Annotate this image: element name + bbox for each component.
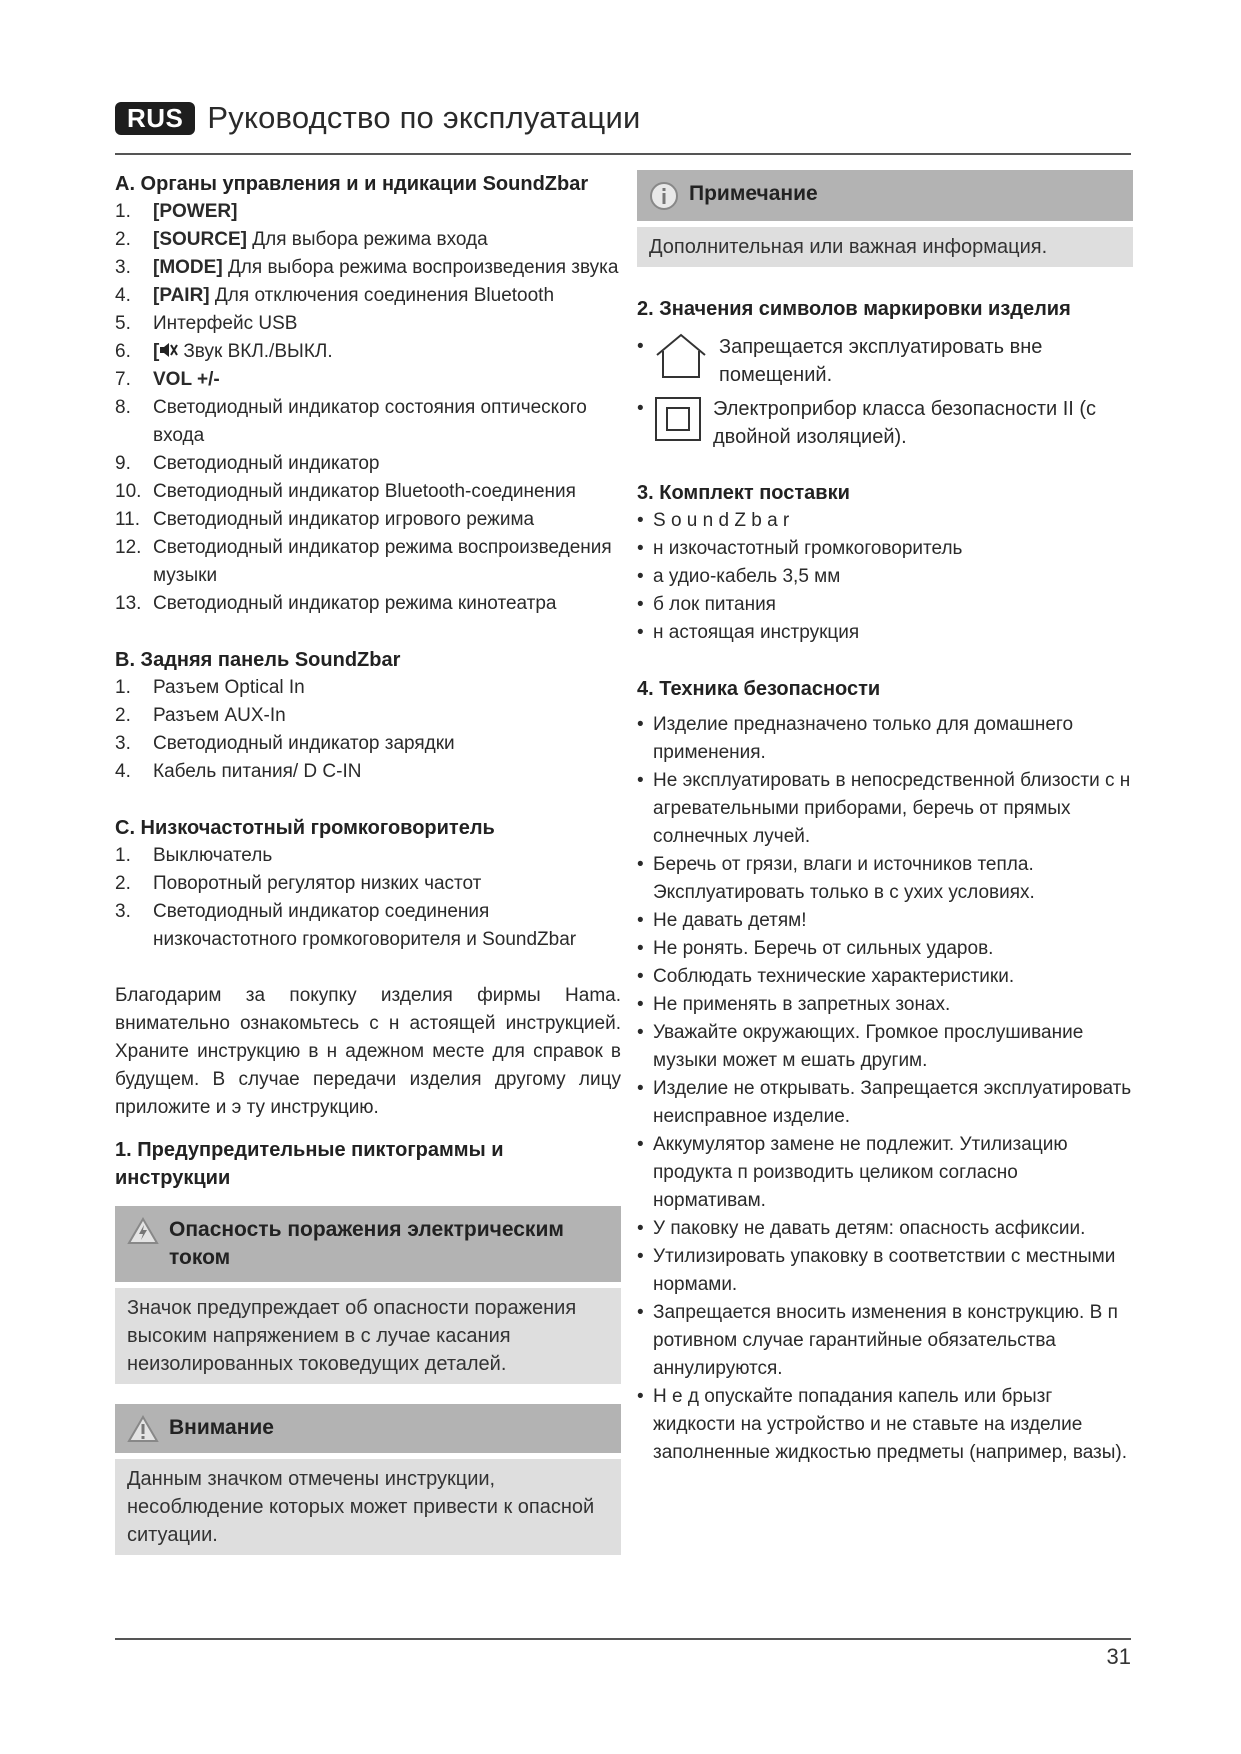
section-1-title: 1. Предупредительные пиктограммы и инструкции	[115, 1139, 504, 1189]
section-4-title: 4. Техника безопасности	[637, 678, 881, 700]
list-item: • Н е д опускайте попадания капель или брызг жидкости на устройство и не ставьте на изделие заполненные жидкостью предметы (например, вазы).	[637, 1383, 1133, 1467]
danger-box-header	[115, 1206, 621, 1282]
language-badge: RUS	[115, 102, 195, 135]
list-item: • Изделие не открывать. Запрещается эксплуатировать неисправное изделие.	[637, 1075, 1133, 1131]
list-item: • S o u n d Z b a r	[637, 507, 1133, 535]
symbol-text: Запрещается эксплуатировать вне помещений.	[719, 336, 1043, 386]
document-title: Руководство по эксплуатации	[207, 100, 641, 135]
header-rule	[115, 153, 1131, 155]
list-item: 2. Поворотный регулятор низких частот	[115, 873, 482, 894]
list-item: 10. Светодиодный индикатор Bluetooth-соединения	[115, 481, 576, 502]
danger-box	[115, 1206, 621, 1384]
attention-box-body: Данным значком отмечены инструкции, несоблюдение которых может привести к опасной ситуации.	[115, 1459, 621, 1555]
section-c-list	[115, 842, 621, 954]
list-item: 13. Светодиодный индикатор режима кинотеатра	[115, 593, 557, 614]
list-item: • н изкочастотный громкоговоритель	[637, 535, 1133, 563]
list-item: 12. Светодиодный индикатор режима воспроизведения музыки	[115, 537, 612, 586]
page-header	[115, 98, 641, 138]
list-item: • Запрещается вносить изменения в конструкцию. В п ротивном случае гарантийные обязательства аннулируются.	[637, 1299, 1133, 1383]
list-item: 3. Светодиодный индикатор соединения низкочастотного громкоговорителя и SoundZbar	[115, 901, 577, 950]
symbol-text: Электроприбор класса безопасности II (с двойной изоляцией).	[713, 398, 1097, 448]
list-item: 1. Разъем Optical In	[115, 677, 305, 698]
note-box	[637, 170, 1133, 267]
section-4-list	[637, 711, 1133, 1467]
list-item: 8. Светодиодный индикатор состояния оптического входа	[115, 397, 587, 446]
danger-box-body: Значок предупреждает об опасности поражения высоким напряжением в с лучае касания неизолированных токоведущих деталей.	[115, 1288, 621, 1384]
note-box-body: Дополнительная или важная информация.	[637, 227, 1133, 267]
list-item: • а удио-кабель 3,5 мм	[637, 563, 1133, 591]
list-item: • Аккумулятор замене не подлежит. Утилизацию продукта п роизводить целиком согласно нормативам.	[637, 1131, 1133, 1215]
double-square-icon	[653, 395, 703, 443]
list-item: • Уважайте окружающих. Громкое прослушивание музыки может м ешать другим.	[637, 1019, 1133, 1075]
section-a-title: A. Органы управления и и ндикации SoundZbar	[115, 173, 589, 195]
list-item: • б лок питания	[637, 591, 1133, 619]
right-column	[637, 170, 1133, 1467]
list-item: • Изделие предназначено только для домашнего применения.	[637, 711, 1133, 767]
list-item: 11. Светодиодный индикатор игрового режима	[115, 509, 535, 530]
house-icon	[653, 333, 709, 379]
list-item: 1. Выключатель	[115, 845, 273, 866]
electric-warning-icon	[127, 1217, 159, 1245]
note-box-header	[637, 170, 1133, 221]
list-item: 2. [SOURCE] Для выбора режима входа	[115, 229, 488, 250]
section-2-title: 2. Значения символов маркировки изделия	[637, 298, 1071, 320]
symbol-row: • Запрещается эксплуатировать вне помещений.	[637, 333, 1133, 389]
list-item: • Соблюдать технические характеристики.	[637, 963, 1133, 991]
section-a-list	[115, 198, 621, 618]
section-b-title: B. Задняя панель SoundZbar	[115, 649, 401, 671]
danger-box-title: Опасность поражения электрическим током	[169, 1218, 564, 1269]
list-item: 4. [PAIR] Для отключения соединения Bluetooth	[115, 285, 555, 306]
section-3-list	[637, 507, 1133, 647]
list-item: • Утилизировать упаковку в соответствии с местными нормами.	[637, 1243, 1133, 1299]
section-c-title: C. Низкочастотный громкоговоритель	[115, 817, 495, 839]
exclamation-warning-icon	[127, 1415, 159, 1443]
list-item: • Не эксплуатировать в непосредственной близости с н агревательными приборами, беречь от прямых солнечных лучей.	[637, 767, 1133, 851]
section-3-title: 3. Комплект поставки	[637, 482, 850, 504]
list-item: • Не применять в запретных зонах.	[637, 991, 1133, 1019]
list-item: 2. Разъем AUX-In	[115, 705, 286, 726]
list-item: • Не давать детям!	[637, 907, 1133, 935]
list-item: • У паковку не давать детям: опасность асфиксии.	[637, 1215, 1133, 1243]
list-item: 7. VOL +/-	[115, 369, 220, 390]
list-item: • Не ронять. Беречь от сильных ударов.	[637, 935, 1133, 963]
footer-rule	[115, 1638, 1131, 1640]
attention-box-header	[115, 1404, 621, 1453]
list-item: 4. Кабель питания/ D C-IN	[115, 761, 362, 782]
list-item: • Беречь от грязи, влаги и источников тепла. Эксплуатировать только в с ухих условиях.	[637, 851, 1133, 907]
intro-paragraph: Благодарим за покупку изделия фирмы Hama. внимательно ознакомьтесь с н астоящей инструкцией. Храните инструкцию в н адежном месте для справок в будущем. В случае передачи изделия другому лицу приложите и э ту инструкцию.	[115, 985, 621, 1118]
page-number: 31	[1106, 1644, 1131, 1669]
symbol-row: • Электроприбор класса безопасности II (с двойной изоляцией).	[637, 395, 1133, 451]
list-item: 6. [ Звук ВКЛ./ВЫКЛ.	[115, 341, 333, 362]
section-b-list	[115, 674, 621, 786]
mute-speaker-icon	[159, 341, 179, 359]
list-item: 5. Интерфейс USB	[115, 313, 298, 334]
attention-box-title: Внимание	[169, 1416, 274, 1439]
info-icon	[649, 181, 679, 211]
left-column	[115, 170, 621, 1555]
note-box-title: Примечание	[689, 182, 818, 205]
list-item: • н астоящая инструкция	[637, 619, 1133, 647]
list-item: 3. Светодиодный индикатор зарядки	[115, 733, 455, 754]
attention-box	[115, 1404, 621, 1555]
list-item: 1. [POWER]	[115, 201, 238, 222]
list-item: 9. Светодиодный индикатор	[115, 453, 380, 474]
list-item: 3. [MODE] Для выбора режима воспроизведения звука	[115, 257, 619, 278]
